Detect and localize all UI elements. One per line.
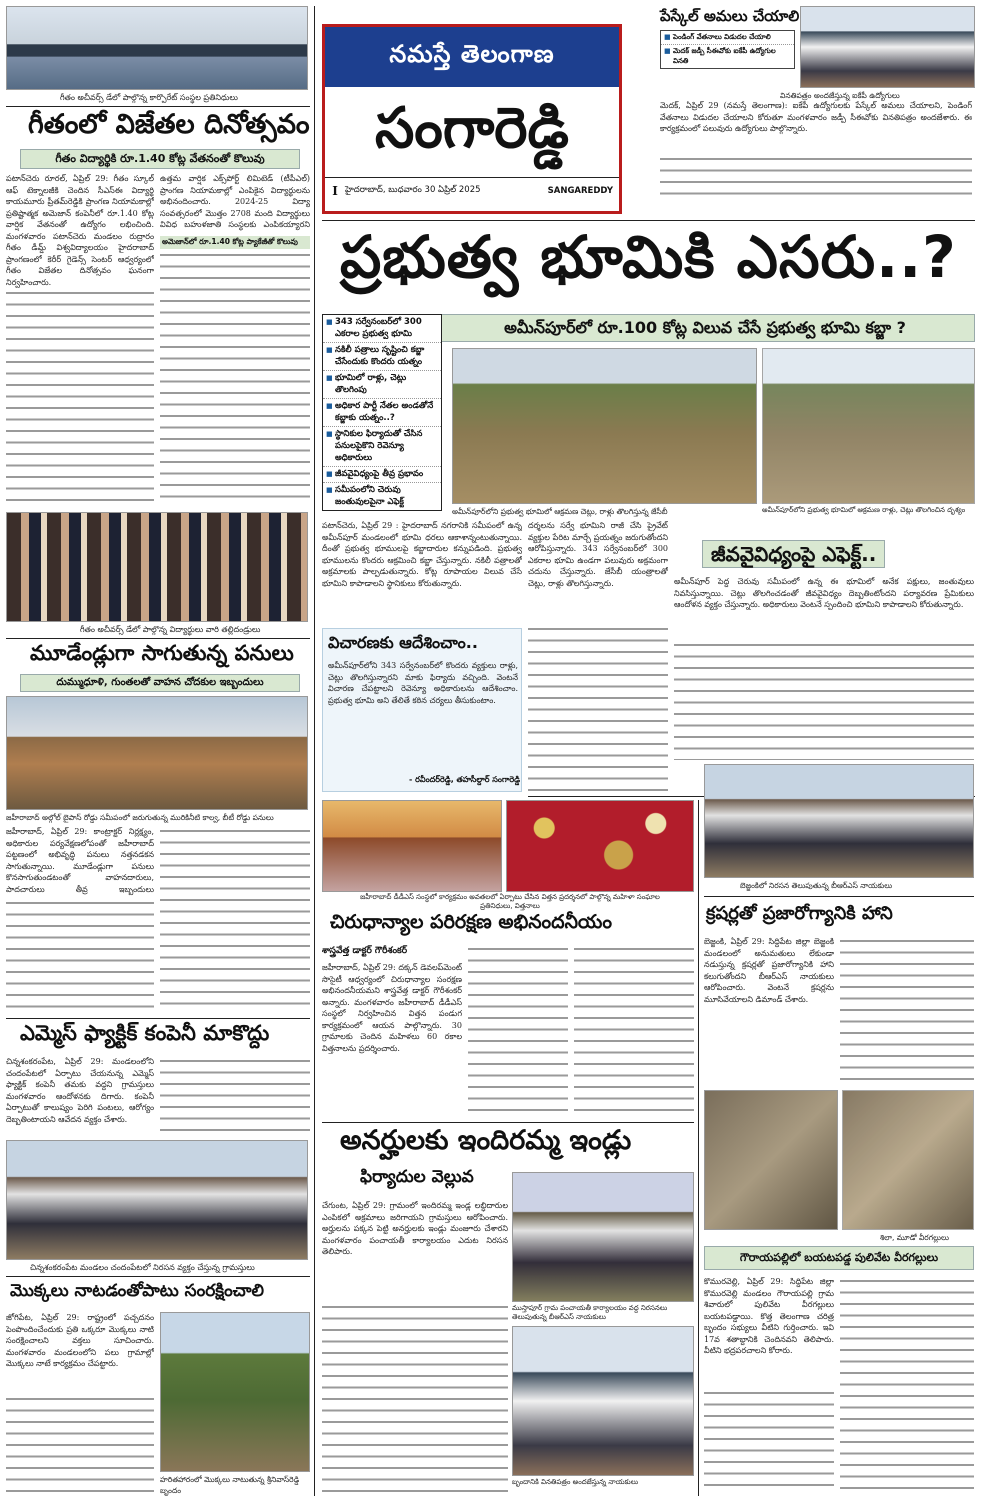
veeragallu-body: కొమురవెల్లి, ఏప్రిల్ 29: సిద్దిపేట జిల్లా కొమురవెల్లి మండలం గౌరాయపల్లి గ్రామ శివారులో పులివేట వీరగల్లులు బయటపడ్డాయి. కొత్త తెలంగాణ చరిత్ర బృందం సభ్యులు వీటిని గుర్తించారు. ఇవి 17వ శతాబ్దానికి చెందినవని తెలిపారు. వీటిని భద్రపరచాలని కోరారు.: [704, 1277, 834, 1355]
main-photo-jcb: [452, 348, 757, 504]
seed-fair-photo2: [506, 800, 694, 892]
veeragallu-headline: గౌరాయపల్లిలో బయటపడ్డ పులివేట వీరగల్లులు: [704, 1246, 974, 1270]
geetham-audience-photo: [6, 512, 308, 622]
veeragallu-body-col2: [840, 1276, 974, 1494]
masthead-paper-name-bar: [325, 27, 619, 87]
payscale-body: మెదక్, ఏప్రిల్ 29 (నమస్తే తెలంగాణ): ఐకేపీ ఉద్యోగులకు పేస్కేల్ అమలు చేయాలని, పెండింగ్ వేతనాలు విడుదల చేయాలని కోరుతూ మంగళవారం జడ్పీ సీఈవోకు వినతిపత్రం అందజేశారు. ఈ కార్యక్రమంలో పలువురు ఉద్యోగులు పాల్గొన్నారు.: [660, 101, 972, 133]
main-bullet: ■ అధికార పార్టీ నేతల అండతోనే కబ్జాకు యత్నం..?: [323, 399, 441, 427]
veeragallu-photo-caption: శిలా, మూడో వీరగల్లులు: [880, 1233, 949, 1242]
main-bullet: ■ నకిలీ పత్రాలు సృష్టించి కబ్జా చేసేందుకు కొందరు యత్నం: [323, 343, 441, 371]
crusher-headline: క్రషర్లతో ప్రజారోగ్యానికి హాని: [706, 903, 893, 924]
indiramma-subheadline: ఫిర్యాదుల వెల్లువ: [360, 1167, 474, 1187]
indiramma-photo1-caption: ముస్తాపూర్ గ్రామ పంచాయతీ కార్యాలయం వద్ద నిరసనలు తెలుపుతున్న బీఆర్‌ఎస్ నాయకులు: [512, 1304, 668, 1321]
veeragallu-photo1: [704, 1090, 838, 1230]
millet-headline: చిరుధాన్యాల పరిరక్షణ అభినందనీయం: [330, 911, 613, 933]
payscale-bullets: [660, 30, 795, 69]
millet-body: జహీరాబాద్, ఏప్రిల్ 29: దక్కన్ డెవలప్‌మెంట్ సొసైటీ ఆధ్వర్యంలో చిరుధాన్యాల సంరక్షణ అభినందనీయమని శాస్త్రవేత్త డాక్టర్ గౌరీశంకర్ అన్నారు. మంగళవారం జహీరాబాద్ డీడీఎస్ సంస్థలో నిర్వహించిన విత్తన పండుగ కార్యక్రమంలో ఆయన పాల్గొన్నారు. 30 గ్రామాలకు చెందిన మహిళలు 60 రకాల విత్తనాలను ప్రదర్శించారు.: [322, 963, 462, 1053]
column-divider: [698, 800, 699, 1496]
masthead: [322, 24, 622, 214]
payscale-photo-caption: వినతిపత్రం అందజేస్తున్న ఐకేపీ ఉద్యోగులు: [780, 91, 900, 100]
emmes-body: చిన్నశంకరంపేట, ఏప్రిల్ 29: మండలంలోని చందంపేటలో ఏర్పాటు చేయనున్న ఎమ్మెస్ ఫ్యాక్టిక్ కంపెనీ తమకు వద్దని గ్రామస్తులు మంగళవారం ఆందోళనకు దిగారు. కంపెనీ ఏర్పాటుతో కాలుష్యం పెరిగి పంటలు, ఆరోగ్యం దెబ్బతింటాయని ఆవేదన వ్యక్తం చేశారు.: [6, 1057, 154, 1124]
works-road-photo: [6, 696, 308, 810]
veeragallu-body-continued: [704, 1388, 834, 1494]
main-body-col1: పటాన్‌చెరు, ఏప్రిల్ 29 : హైదరాబాద్ నగరానికి సమీపంలో ఉన్న అమీన్‌పూర్ మండలంలో భూమి ధరలు ఆకాశాన్నంటుతున్నాయి. దీంతో ప్రభుత్వ భూములపై కబ్జాదారుల కన్నుపడింది. ప్రభుత్వ భూములను కొందరు ఆక్రమించి కబ్జా చేస్తున్నారు. నకిలీ పత్రాలతో అక్రమాలకు పాల్పడుతున్నారు. కోట్ల రూపాయల విలువ చేసే భూమిని కాపాడాలని స్థానికులు కోరుతున్నారు.: [322, 521, 522, 588]
inquiry-headline: విచారణకు ఆదేశించాం..: [328, 633, 478, 652]
millet-body-col2: [468, 944, 568, 1116]
works-subheadline: దుమ్ముధూళి, గుంతలతో వాహన చోదకుల ఇబ్బందులు: [20, 674, 300, 692]
emmes-headline: ఎమ్మెస్ ఫ్యాక్టిక్ కంపెనీ మాకొద్దు: [20, 1021, 270, 1045]
geetham-audience-caption: గీతం అచీవర్స్ డేలో పాల్గొన్న విద్యార్థులు వారి తల్లిదండ్రులు: [80, 625, 261, 634]
main-bullet: ■ భూమిలో రాళ్లు, చెట్లు తొలగింపు: [323, 371, 441, 399]
geetham-subheadline: గీతం విద్యార్థికి రూ.1.40 కోట్ల వేతనంతో కొలువు: [20, 149, 300, 169]
divider: [6, 106, 310, 107]
main-bullet: ■ 343 సర్వేనంబర్‌లో 300 ఎకరాల ప్రభుత్వ భూమి: [323, 315, 441, 343]
indiramma-petition-photo: [512, 1326, 694, 1476]
bio-body: అమీన్‌పూర్ పెద్ద చెరువు సమీపంలో ఉన్న ఈ భూమిలో అనేక పక్షులు, జంతువులు నివసిస్తున్నాయి. చెట్లు తొలగించడంతో జీవవైవిధ్యం దెబ్బతింటోందని పర్యావరణ ప్రేమికులు ఆందోళన వ్యక్తం చేస్తున్నారు. అధికారులు వెంటనే స్పందించి భూమిని కాపాడాలని కోరుతున్నారు.: [674, 577, 974, 609]
masthead-dateline-row: [325, 179, 619, 203]
emmes-body-right: [160, 1056, 310, 1136]
payscale-bullet: ■ మెదక్ జడ్పీ సీఈవోకు ఐకేపీ ఉద్యోగుల వినతి: [661, 45, 794, 68]
main-bullet: ■ జీవవైవిధ్యంపై తీవ్ర ప్రభావం: [323, 467, 441, 483]
main-photo1-caption: అమీన్‌పూర్‌లోని ప్రభుత్వ భూమిలో ఆక్రమణ చెట్లు, రాళ్లు తొలగిస్తున్న జేసీబీ: [452, 507, 668, 516]
veeragallu-photo2: [842, 1090, 974, 1230]
geetham-photo-caption: గీతం అచీవర్స్ డేలో పాల్గొన్న కార్పొరేట్ సంస్థల ప్రతినిధులు: [60, 93, 238, 102]
indiramma-body-continued: [322, 1302, 508, 1494]
divider: [704, 896, 974, 897]
geetham-highlight: అమెజాన్‌లో రూ.1.40 కోట్ల ప్యాకేజీతో కొలువు: [160, 236, 310, 249]
works-body: జహీరాబాద్, ఏప్రిల్ 29: కాంట్రాక్టర్ నిర్లక్ష్యం, అధికారుల పర్యవేక్షణలోపంతో జహీరాబాద్ పట్టణంలో అభివృద్ధి పనులు నత్తనడకన సాగుతున్నాయి. మూడేండ్లుగా పనులు కొనసాగుతుండటంతో వాహనదారులు, పాదచారులు తీవ్ర ఇబ్బందులు: [6, 827, 154, 894]
seed-fair-caption: జహీరాబాద్ డీడీఎస్ సంస్థలో కార్యక్రమం అవతలలో ఏర్పాటు చేసిన విత్తన ప్రదర్శనలో పాల్గొన్న మహిళా సంఘాల ప్రతినిధులు, విత్తనాలు: [360, 893, 660, 910]
payscale-headline: పేస్కేల్ అమలు చేయాలి: [660, 7, 800, 25]
plants-body-continued: [6, 1394, 154, 1494]
main-body-col2-continued: [528, 624, 668, 794]
main-bullet: ■ సమీపంలోని చెరువు జంతువులపైనా ఎఫెక్ట్: [323, 483, 441, 510]
payscale-bullet: ■ పెండింగ్ వేతనాలు విడుదల చేయాలి: [661, 31, 794, 45]
inquiry-attribution: - రవీందర్‌రెడ్డి, తహసీల్దార్ సంగారెడ్డి: [409, 775, 520, 784]
crusher-protest-photo: [704, 764, 974, 878]
plants-headline: మొక్కలు నాటడంతోపాటు సంరక్షించాలి: [10, 1281, 265, 1301]
main-bullet: ■ స్థానికుల ఫిర్యాదుతో చేసిన పనులపైకొని రెవెన్యూ అధికారులు: [323, 427, 441, 467]
main-subheadline: అమీన్‌పూర్‌లో రూ.100 కోట్ల విలువ చేసే ప్రభుత్వ భూమి కబ్జా ?: [435, 314, 975, 342]
plants-photo: [160, 1312, 310, 1472]
geetham-stage-photo: [6, 6, 308, 90]
divider: [6, 638, 310, 639]
masthead-edition: సంగారెడ్డి: [375, 96, 569, 161]
payscale-body-continued: [660, 154, 972, 200]
crusher-photo-caption: బెజ్జంకిలో నిరసన తెలుపుతున్న బీఆర్‌ఎస్ నాయకులు: [740, 881, 893, 890]
geetham-body-left: పటాన్‌చెరు రూరల్, ఏప్రిల్ 29: గీతం స్కూల్ ఆఫ్ టెక్నాలజీకి చెందిన సీఎస్‌ఈ విద్యార్థి కాయమూరు ప్రీతమ్‌రెడ్డికి ప్రాంగణ నియామకాల్లో ప్రతిష్టాత్మక అమెజాన్ కంపెనీలో రూ.1.40 కోట్ల వార్షిక వేతనంతో ఉద్యోగం లభించింది. మంగళవారం పటాన్‌చెరు మండలం రుద్రారం గీతం డీమ్డ్ విశ్వవిద్యాలయం హైదరాబాద్ ప్రాంగణంలో కెరీర్ గైడెన్స్ సెంటర్ ఆధ్వర్యంలో గీతం విజేతల దినోత్సవం ఘనంగా నిర్వహించారు.: [6, 174, 154, 287]
crusher-body-col2: [840, 936, 974, 1086]
works-headline: మూడేండ్లుగా సాగుతున్న పనులు: [30, 641, 294, 665]
emmes-photo-caption: చిన్నశంకరంపేట మండలం చందంపేటలో నిరసన వ్యక్తం చేస్తున్న గ్రామస్తులు: [30, 1263, 255, 1272]
masthead-dateline: హైదరాబాద్, బుధవారం 30 ఏప్రిల్ 2025: [345, 185, 481, 195]
divider: [6, 1276, 310, 1277]
main-body-col2: దర్శలను సర్వే భూమిని రాజీ చేసి ప్రైవేట్ వ్యక్తుల పేరిట మార్చే ప్రయత్నం జరుగుతోందని ఆరోపిస్తున్నారు. 343 సర్వేనంబర్‌లో 300 ఎకరాల భూమి ఉండగా పలువురు అక్రమంగా చదును చేస్తున్నారు. జేసీబీ యంత్రాలతో చెట్లు, రాళ్లు తొలగిస్తున్నారు.: [528, 521, 668, 588]
geetham-body-left-continued: [6, 288, 154, 503]
indiramma-body: చేగుంట, ఏప్రిల్ 29: గ్రామంలో ఇందిరమ్మ ఇండ్ల లబ్ధిదారుల ఎంపికలో అక్రమాలు జరిగాయని గ్రామస్తులు ఆరోపించారు. అర్హులను పక్కన పెట్టి అనర్హులకు ఇండ్లు మంజూరు చేశారని మంగళవారం పంచాయతీ కార్యాలయం ఎదుట నిరసన తెలిపారు.: [322, 1201, 508, 1256]
bio-headline: జీవవైవిధ్యంపై ఎఫెక్ట్..: [702, 540, 885, 568]
main-photo-cleared: [762, 348, 975, 504]
divider: [322, 220, 975, 221]
crusher-body: బెజ్జంకి, ఏప్రిల్ 29: సిద్దిపేట జిల్లా బెజ్జంకి మండలంలో అనుమతులు లేకుండా నడుస్తున్న క్రషర్లతో ప్రజారోగ్యానికి హాని కలుగుతోందని బీఆర్‌ఎస్ నాయకులు ఆరోపించారు. వెంటనే క్రషర్లను మూసివేయాలని డిమాండ్ చేశారు.: [704, 937, 834, 1004]
geetham-headline: గీతంలో విజేతల దినోత్సవం: [28, 109, 310, 140]
plants-photo-caption: హరితహారంలో మొక్కలు నాటుతున్న శ్రీనివాస్‌రెడ్డి బృందం: [160, 1475, 300, 1495]
main-photo2-caption: అమీన్‌పూర్‌లోని ప్రభుత్వ భూమిలో ఆక్రమణ రాళ్లు, చెట్లు తొలగించిన దృశ్యం: [762, 506, 966, 514]
works-photo-caption: జహీరాబాద్ అల్గోల్ బైపాస్ రోడ్డు సమీపంలో జరుగుతున్న మురికినీటి కాల్వ, బీటీ రోడ్డు పనులు: [6, 813, 274, 822]
seed-fair-photo1: [322, 800, 502, 892]
indiramma-photo2-caption: బృందానికి వినతిపత్రం అందజేస్తున్న నాయకులు: [512, 1478, 639, 1486]
divider: [6, 1018, 310, 1019]
indiramma-protest-photo: [512, 1172, 694, 1302]
masthead-paper-name: నమస్తే తెలంగాణ: [389, 40, 555, 68]
main-headline: ప్రభుత్వ భూమికి ఎసరు..?: [340, 223, 957, 291]
works-body-right: [160, 826, 310, 1014]
millet-byline: శాస్త్రవేత్త డాక్టర్ గౌరీశంకర్: [322, 946, 408, 956]
masthead-edition-en: SANGAREDDY: [547, 186, 613, 196]
millet-body-col3: [574, 944, 694, 1116]
works-body-left-continued: [6, 898, 154, 1014]
geetham-body-right-continued: [160, 250, 310, 505]
column-divider: [314, 6, 315, 1496]
masthead-page-no: I: [332, 184, 338, 198]
indiramma-headline: అనర్హులకు ఇందిరమ్మ ఇండ్లు: [340, 1125, 632, 1156]
plants-body: జోగిపేట, ఏప్రిల్ 29: రాష్ట్రంలో పచ్చదనం పెంపొందించేందుకు ప్రతి ఒక్కరూ మొక్కలు నాటి సంరక్షించాలని వక్తలు సూచించారు. మంగళవారం మండలంలోని పలు గ్రామాల్లో మొక్కలు నాటే కార్యక్రమం చేపట్టారు.: [6, 1313, 154, 1368]
divider: [322, 1122, 694, 1123]
payscale-photo: [800, 6, 975, 88]
inquiry-body: అమీన్‌పూర్‌లోని 343 సర్వేనంబర్‌లో కొందరు వ్యక్తులు రాళ్లు, చెట్లు తొలగిస్తున్నారని మాకు ఫిర్యాదు వచ్చింది. వెంటనే విచారణ చేపట్టాలని రెవెన్యూ అధికారులను ఆదేశించాం. ప్రభుత్వ భూమి అని తేలితే కఠిన చర్యలు తీసుకుంటాం.: [328, 661, 518, 705]
emmes-protest-photo: [6, 1140, 308, 1260]
bio-body-continued: [674, 640, 974, 760]
geetham-body-right: ఉత్తమ వార్షిక ఎక్స్‌పోర్ట్ లిమిటెడ్ (టీపీఎల్) ప్రాంగణ నియామకాల్లో ఎంపికైన విద్యార్థులను అభినందించారు. 2024-25 విద్యా సంవత్సరంలో మొత్తం 2708 మంది విద్యార్థులు వివిధ బహుళజాతి సంస్థలకు ఎంపికయ్యారని: [160, 174, 310, 229]
main-bullets: [322, 314, 442, 511]
masthead-rule: [325, 177, 619, 178]
